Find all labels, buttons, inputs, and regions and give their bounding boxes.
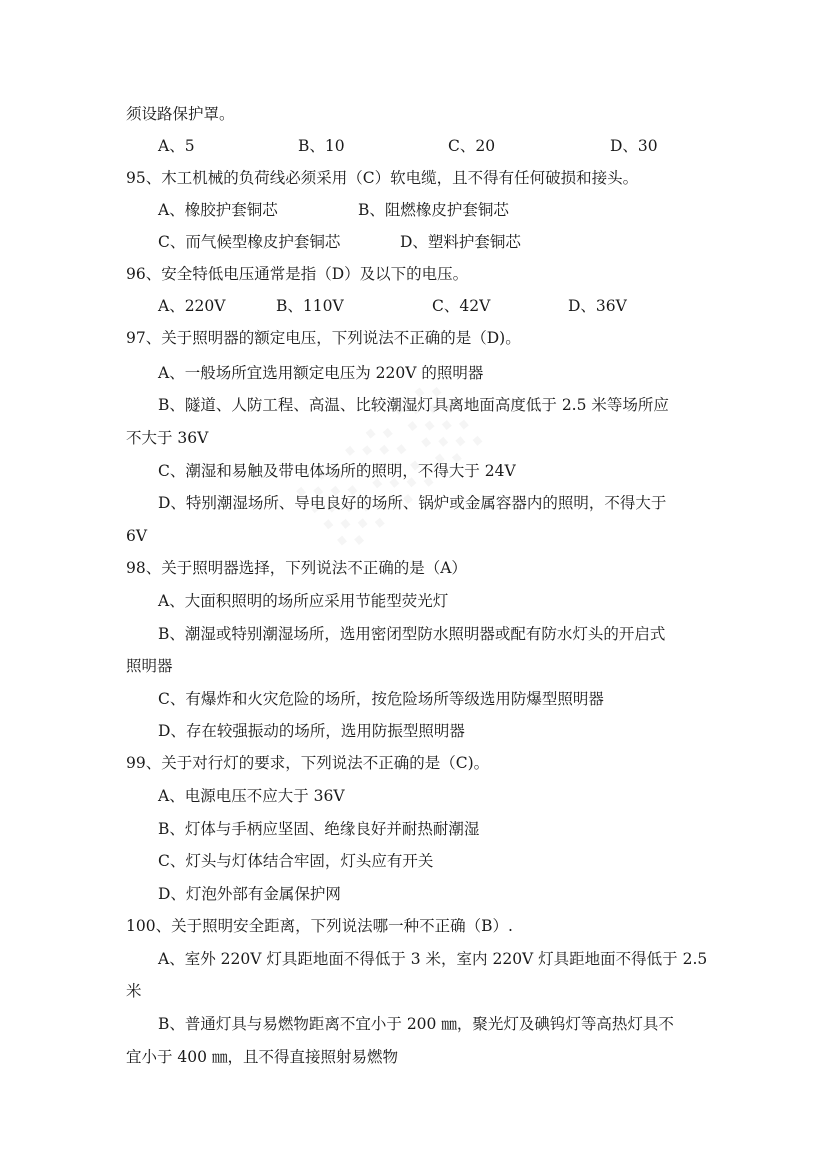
option-d: D、灯泡外部有金属保护网	[158, 885, 341, 903]
question-99: 99、关于对行灯的要求，下列说法不正确的是（C)。	[126, 754, 490, 772]
option-row	[158, 295, 720, 317]
option-row	[158, 135, 720, 157]
option-b: B、潮湿或特别潮湿场所，选用密闭型防水照明器或配有防水灯头的开启式	[158, 625, 666, 643]
option-b: B、隧道、人防工程、高温、比较潮湿灯具离地面高度低于 2.5 米等场所应	[158, 396, 669, 414]
question-95: 95、木工机械的负荷线必须采用（C）软电缆，且不得有任何破损和接头。	[126, 169, 639, 187]
option-b: B、灯体与手柄应坚固、绝缘良好并耐热耐潮湿	[158, 820, 480, 838]
option-b-cont: 照明器	[126, 657, 173, 675]
text-line: 须设路保护罩。	[126, 105, 235, 123]
option-b: B、阻燃橡皮护套铜芯	[358, 201, 509, 219]
option-c: C、灯头与灯体结合牢固，灯头应有开关	[158, 852, 434, 870]
option-a: A、室外 220V 灯具距地面不得低于 3 米，室内 220V 灯具距地面不得低于 2.5	[158, 950, 708, 968]
option-a: A、橡胶护套铜芯	[158, 201, 278, 219]
option-d: D、存在较强振动的场所，选用防振型照明器	[158, 722, 465, 740]
option-a: A、电源电压不应大于 36V	[158, 787, 345, 805]
option-b-cont: 不大于 36V	[126, 429, 209, 447]
option-a-cont: 米	[126, 982, 142, 1000]
option-b-cont: 宜小于 400 ㎜，且不得直接照射易燃物	[126, 1048, 398, 1066]
question-98: 98、关于照明器选择，下列说法不正确的是（A）	[126, 559, 467, 577]
question-96: 96、安全特低电压通常是指（D）及以下的电压。	[126, 265, 469, 283]
option-a: A、5	[158, 137, 195, 155]
option-d: D、36V	[568, 297, 627, 315]
option-row	[158, 199, 720, 221]
option-a: A、大面积照明的场所应采用节能型荧光灯	[158, 592, 449, 610]
option-a: A、一般场所宜选用额定电压为 220V 的照明器	[158, 364, 484, 382]
option-c: C、而气候型橡皮护套铜芯	[158, 233, 341, 251]
option-c: C、有爆炸和火灾危险的场所，按危险场所等级选用防爆型照明器	[158, 690, 604, 708]
option-row	[158, 231, 720, 253]
option-b: B、普通灯具与易燃物距离不宜小于 200 ㎜，聚光灯及碘钨灯等高热灯具不	[158, 1015, 674, 1033]
option-c: C、20	[448, 137, 496, 155]
option-d: D、塑料护套铜芯	[400, 233, 521, 251]
option-c: C、潮湿和易触及带电体场所的照明，不得大于 24V	[158, 462, 516, 480]
option-c: C、42V	[432, 297, 491, 315]
question-100: 100、关于照明安全距离，下列说法哪一种不正确（B）.	[126, 917, 513, 935]
option-d: D、特别潮湿场所、导电良好的场所、锅炉或金属容器内的照明，不得大于	[158, 494, 667, 512]
option-a: A、220V	[158, 297, 226, 315]
option-b: B、110V	[276, 297, 344, 315]
option-b: B、10	[298, 137, 345, 155]
option-d: D、30	[610, 137, 658, 155]
question-97: 97、关于照明器的额定电压，下列说法不正确的是（D)。	[126, 329, 521, 347]
option-d-cont: 6V	[126, 527, 148, 545]
